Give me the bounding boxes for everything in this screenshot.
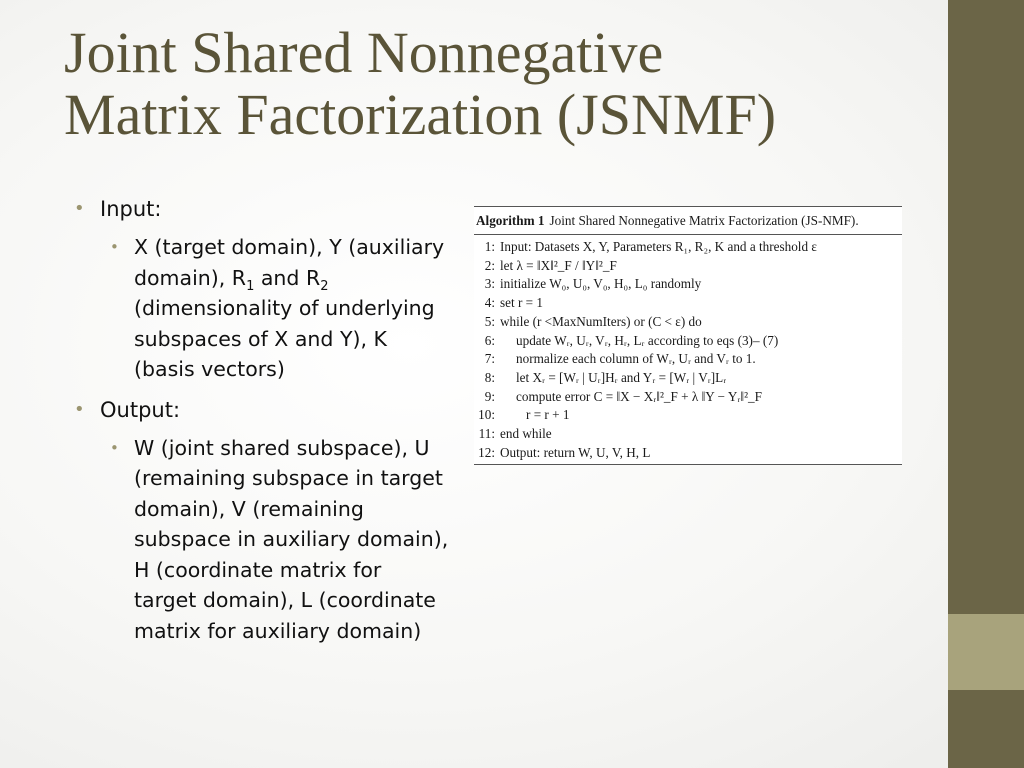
algorithm-line-number: 5: <box>484 313 495 329</box>
output-detail: • W (joint shared subspace), U (remaining subspace in target domain), V (remaining subspace in auxiliary domain), H (coordinate matrix for target domain), L (coordinate matrix for auxiliary domain) <box>106 433 450 647</box>
output-heading: • Output: <box>72 395 450 425</box>
algorithm-line-number: 7: <box>484 351 495 367</box>
input-detail <box>106 232 450 385</box>
algorithm-line-text: compute error C = ‖X − Xᵣ‖²_F + λ ‖Y − Yᵣ‖²_F <box>516 388 762 404</box>
algorithm-line-text: initialize W₀, U₀, V₀, H₀, L₀ randomly <box>500 276 702 292</box>
algorithm-line-11 <box>476 425 900 444</box>
algorithm-line-number: 6: <box>484 332 495 348</box>
algorithm-line-12 <box>476 444 900 463</box>
input-detail-text-1: X (target domain), Y (auxiliary domain), R <box>134 235 445 290</box>
algorithm-line-2 <box>476 257 900 276</box>
input-detail-text-2: and R <box>254 265 321 290</box>
algorithm-line-number: 12: <box>478 444 495 460</box>
slide-title <box>64 22 924 146</box>
algorithm-line-number: 11: <box>478 426 495 442</box>
algorithm-line-4 <box>476 294 900 313</box>
algorithm-body <box>474 235 902 465</box>
algorithm-caption-text: Joint Shared Nonnegative Matrix Factorization (JS-NMF). <box>549 213 859 228</box>
algorithm-line-text: normalize each column of Wᵣ, Uᵣ and Vᵣ to 1. <box>516 351 756 367</box>
algorithm-line-text: Input: Datasets X, Y, Parameters R₁, R₂, K and a threshold ε <box>500 239 817 254</box>
algorithm-line-8 <box>476 369 900 388</box>
algorithm-line-6 <box>476 332 900 351</box>
input-detail-text-3: (dimensionality of underlying subspaces of X and Y), K (basis vectors) <box>134 296 435 381</box>
algorithm-caption <box>474 206 902 235</box>
sidebar-accent-block <box>948 614 1024 690</box>
algorithm-line-number: 4: <box>484 295 495 311</box>
algorithm-line-10 <box>476 406 900 425</box>
input-detail-sub-2: 2 <box>320 278 329 294</box>
algorithm-line-number: 10: <box>478 407 495 423</box>
algorithm-line-number: 9: <box>484 388 495 404</box>
algorithm-line-text: let λ = ‖X‖²_F / ‖Y‖²_F <box>500 257 617 273</box>
algorithm-line-1 <box>476 238 900 257</box>
slide-title-line-1: Joint Shared Nonnegative <box>64 20 664 85</box>
algorithm-line-number: 3: <box>484 276 495 292</box>
algorithm-line-3 <box>476 275 900 294</box>
algorithm-line-9 <box>476 388 900 407</box>
algorithm-line-text: let Xᵣ = [Wᵣ | Uᵣ]Hᵣ and Yᵣ = [Wᵣ | Vᵣ]Lᵣ <box>516 369 727 385</box>
algorithm-line-text: Output: return W, U, V, H, L <box>500 444 651 460</box>
algorithm-line-number: 8: <box>484 369 495 385</box>
algorithm-line-text: end while <box>500 426 552 442</box>
algorithm-line-text: r = r + 1 <box>526 407 570 423</box>
algorithm-line-text: set r = 1 <box>500 295 543 311</box>
algorithm-box <box>474 206 902 465</box>
algorithm-line-number: 2: <box>484 257 495 273</box>
slide-title-line-2: Matrix Factorization (JSNMF) <box>64 82 777 147</box>
algorithm-line-text: update Wᵣ, Uᵣ, Vᵣ, Hᵣ, Lᵣ according to eqs (3)– (7) <box>516 332 779 348</box>
algorithm-line-7 <box>476 350 900 369</box>
algorithm-line-5 <box>476 313 900 332</box>
input-detail-sub-1: 1 <box>246 278 255 294</box>
algorithm-label: Algorithm 1 <box>476 213 545 228</box>
input-heading: • Input: <box>72 194 450 224</box>
bullet-list <box>72 194 450 656</box>
algorithm-line-text: while (r <MaxNumIters) or (C < ε) do <box>500 313 702 329</box>
algorithm-line-number: 1: <box>484 239 495 254</box>
